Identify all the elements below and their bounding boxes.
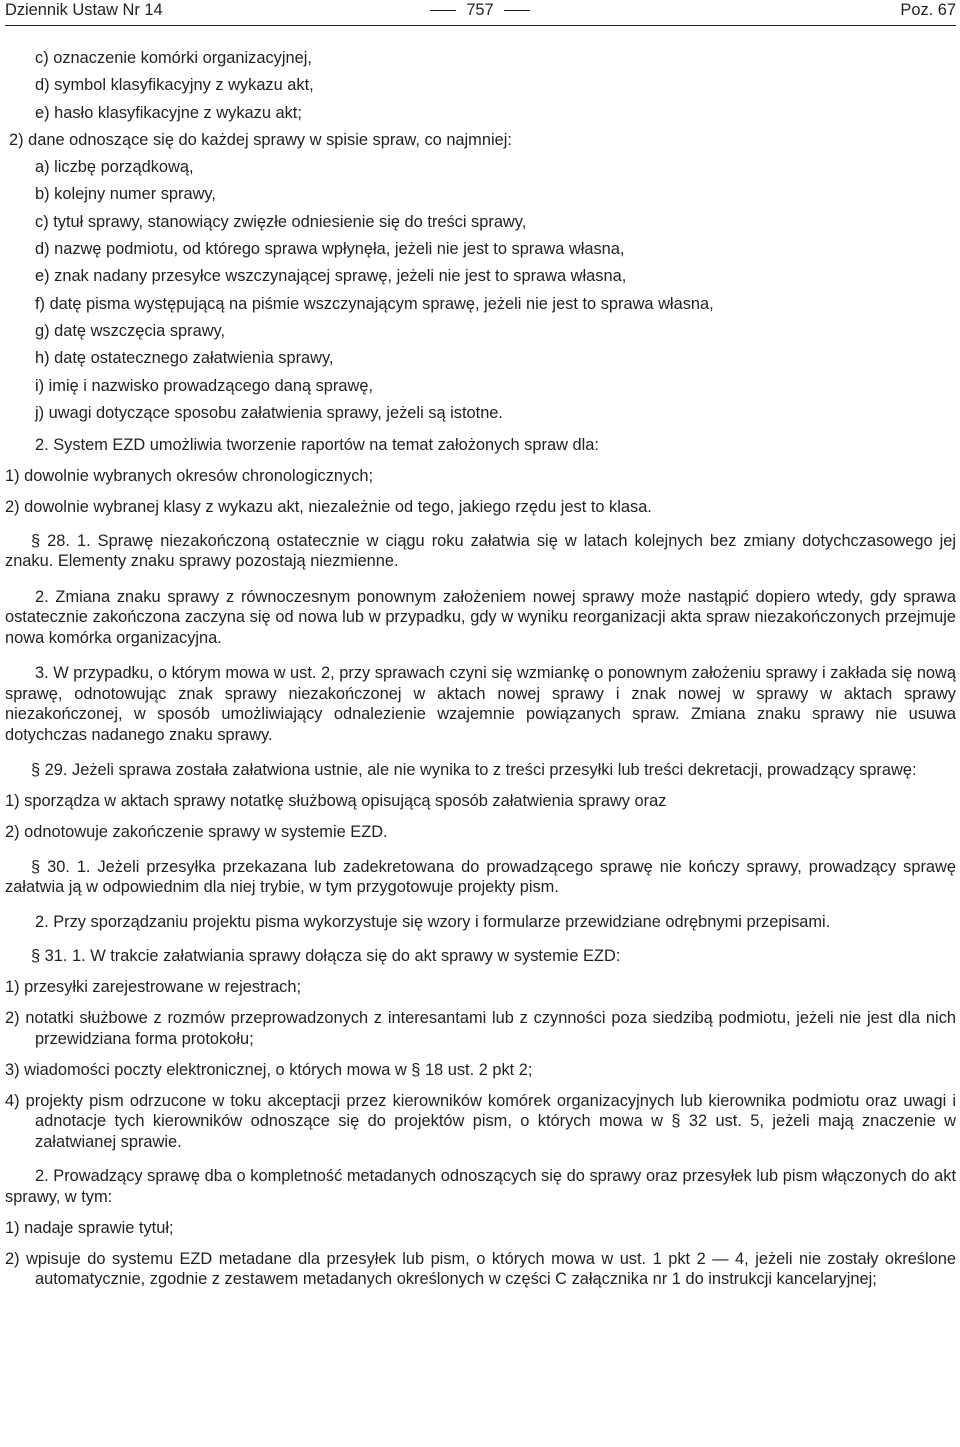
dash-right: [504, 10, 530, 11]
list-item: i) imię i nazwisko prowadzącego daną sprawę,: [35, 376, 373, 395]
list-item: 3) wiadomości poczty elektronicznej, o których mowa w § 18 ust. 2 pkt 2;: [5, 1060, 533, 1079]
document-body: [5, 48, 956, 1290]
list-item: 2) odnotowuje zakończenie sprawy w systemie EZD.: [5, 823, 388, 842]
journal-title: Dziennik Ustaw Nr 14: [5, 1, 163, 19]
page-number: [0, 0, 960, 20]
paragraph: 2. Przy sporządzaniu projektu pisma wykorzystuje się wzory i formularze przewidziane odrębnymi przepisami.: [35, 912, 831, 931]
list-item: 1) przesyłki zarejestrowane w rejestrach;: [5, 978, 302, 997]
paragraph: 2. Zmiana znaku sprawy z równoczesnym ponownym założeniem nowej sprawy może nastąpić dopiero wtedy, gdy sprawa ostatecznie zakończona zaczyna się od nowa lub w przypadku, gdy w wyniku reorganizacji akta spraw niezakończonych przejmuje nowa komórka organizacyjna.: [5, 587, 956, 647]
dash-left: [430, 10, 456, 11]
list-item: c) oznaczenie komórki organizacyjnej,: [35, 49, 312, 67]
list-item: 2) dane odnoszące się do każdej sprawy w spisie spraw, co najmniej:: [9, 130, 512, 149]
page-number-value: 757: [466, 1, 494, 19]
paragraph: 2. System EZD umożliwia tworzenie raportów na temat założonych spraw dla:: [35, 436, 599, 455]
paragraph: § 31. 1. W trakcie załatwiania sprawy dołącza się do akt sprawy w systemie EZD:: [31, 947, 621, 966]
list-item: 2) notatki służbowe z rozmów przeprowadzonych z interesantami lub z czynności poza siedzibą podmiotu, jeżeli nie jest dla nich przewidziana forma protokołu;: [5, 1009, 956, 1048]
list-item: c) tytuł sprawy, stanowiący zwięzłe odniesienie się do treści sprawy,: [35, 212, 527, 231]
list-item: e) hasło klasyfikacyjne z wykazu akt;: [35, 103, 302, 122]
list-item: 2) dowolnie wybranej klasy z wykazu akt, niezależnie od tego, jakiego rzędu jest to klasa.: [5, 498, 652, 517]
position-label: Poz. 67: [900, 1, 956, 19]
header-rule: [5, 25, 956, 26]
list-item: 2) wpisuje do systemu EZD metadane dla przesyłek lub pism, o których mowa w ust. 1 pkt 2 — 4, jeżeli nie zostały określone automatycznie, zgodnie z zestawem metadanych określonych w części C załącznika nr 1 do instrukcji kancelaryjnej;: [5, 1249, 956, 1289]
list-item: 1) sporządza w aktach sprawy notatkę służbową opisującą sposób załatwienia sprawy oraz: [5, 792, 667, 811]
list-item: h) datę ostatecznego załatwienia sprawy,: [35, 349, 334, 368]
paragraph: § 29. Jeżeli sprawa została załatwiona ustnie, ale nie wynika to z treści przesyłki lub treści dekretacji, prowadzący sprawę:: [31, 761, 917, 780]
list-item: 1) nadaje sprawie tytuł;: [5, 1218, 174, 1237]
list-item: 4) projekty pism odrzucone w toku akceptacji przez kierowników komórek organizacyjnych lub kierownika podmiotu oraz uwagi i adnotacje tych kierowników odnoszące się do projektów pism, o których mowa w § 32 ust. 5, jeżeli mają znaczenie w załatwianej sprawie.: [5, 1091, 956, 1151]
paragraph: § 30. 1. Jeżeli przesyłka przekazana lub zadekretowana do prowadzącego sprawę nie kończy sprawy, prowadzący sprawę załatwia ją w odpowiednim dla niej trybie, w tym przygotowuje projekty pism.: [5, 857, 956, 897]
paragraph: § 28. 1. Sprawę niezakończoną ostatecznie w ciągu roku załatwia się w latach kolejnych bez zmiany dotychczasowego jej znaku. Elementy znaku sprawy pozostają niezmienne.: [5, 531, 956, 571]
list-item: 1) dowolnie wybranych okresów chronologicznych;: [5, 467, 374, 486]
list-item: f) datę pisma występującą na piśmie wszczynającym sprawę, jeżeli nie jest to sprawa własna,: [35, 294, 714, 313]
list-item: b) kolejny numer sprawy,: [35, 185, 216, 204]
list-item: g) datę wszczęcia sprawy,: [35, 321, 226, 340]
list-item: e) znak nadany przesyłce wszczynającej sprawę, jeżeli nie jest to sprawa własna,: [35, 267, 627, 286]
paragraph: 2. Prowadzący sprawę dba o kompletność metadanych odnoszących się do sprawy oraz przesyłek lub pism włączonych do akt sprawy, w tym:: [5, 1167, 956, 1206]
list-item: d) symbol klasyfikacyjny z wykazu akt,: [35, 76, 314, 95]
list-item: a) liczbę porządkową,: [35, 158, 194, 177]
list-item: d) nazwę podmiotu, od którego sprawa wpłynęła, jeżeli nie jest to sprawa własna,: [35, 240, 625, 259]
paragraph: 3. W przypadku, o którym mowa w ust. 2, przy sprawach czyni się wzmiankę o ponownym założeniu sprawy i zakłada się nową sprawę, odnotowując znak sprawy niezakończonej w aktach nowej sprawy i znak nowej w sprawy w aktach sprawy niezakończonej, w sposób umożliwiający odnalezienie wzajemnie powiązanych spraw. Zmiana znaku sprawy nie usuwa dotychczas nadanego znaku sprawy.: [5, 664, 956, 744]
list-item: j) uwagi dotyczące sposobu załatwienia sprawy, jeżeli są istotne.: [35, 403, 503, 422]
